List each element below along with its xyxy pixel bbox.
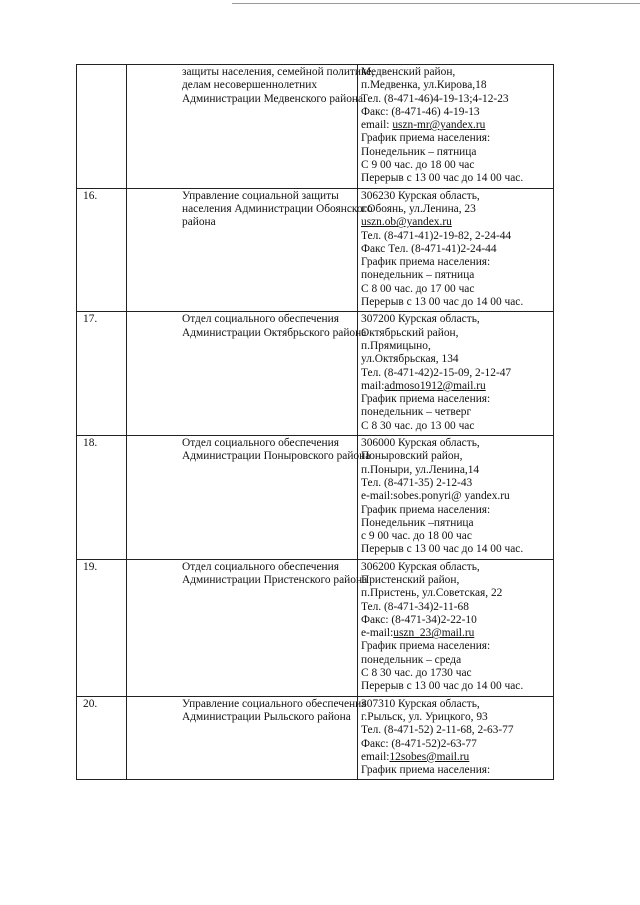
contact-line: Факс: (8-471-52)2-63-77 [361,737,477,750]
row-number [77,65,127,189]
organization-cell [127,312,367,436]
organization-cell [127,188,373,312]
organization-name-line: Администрации Поныровского района [182,450,371,463]
contact-line: График приема населения: [361,503,491,516]
contact-line [361,627,553,640]
email-prefix: e-mail: [361,627,394,640]
contact-line: Октябрьский район, [361,326,459,339]
contact-cell [358,696,554,780]
organization-name-line: Администрации Рыльского района [182,710,351,723]
contact-line: Понедельник – пятница [361,145,477,158]
contact-line: График приема населения: [361,640,491,653]
organization-name-line: населения Администрации Обоянского [182,202,373,215]
contact-line: Факс: (8-471-34)2-22-10 [361,613,477,626]
contact-line: Перерыв с 13 00 час до 14 00 час. [361,543,524,556]
contact-line: Медвенский район, [361,66,456,78]
contact-line: Перерыв с 13 00 час до 14 00 час. [361,172,524,185]
contact-line: Пристенский район, [361,573,460,586]
contact-line: Перерыв с 13 00 час до 14 00 час. [361,296,524,309]
contact-line: e-mail:sobes.ponyri@ yandex.ru [361,490,510,503]
contact-line: п.Пристень, ул.Советская, 22 [361,587,503,600]
contact-line: Тел. (8-471-34)2-11-68 [361,600,469,613]
contact-line: 307310 Курская область, [361,697,480,710]
organization-name-line: Управление социального обеспечения [182,697,367,710]
contact-cell [358,188,554,312]
contact-cell [358,312,554,436]
table-row [77,188,554,312]
table-row [77,696,554,780]
contact-line: 306000 Курская область, [361,437,480,450]
organization-name-line: Отдел социального обеспечения [182,437,339,450]
email-link[interactable]: 12sobes@mail.ru [389,750,470,763]
contact-line: Поныровский район, [361,450,463,463]
top-rule [232,3,640,4]
contact-line: С 9 00 час. до 18 00 час [361,159,475,172]
organization-name-line: Отдел социального обеспечения [182,560,339,573]
organization-name-line: Администрации Пристенского района [182,573,368,586]
organization-name-line: Администрации Медвенского района [182,92,364,105]
contact-line [361,119,553,132]
contact-line: График приема населения: [361,764,491,777]
contact-line: п.Поныри, ул.Ленина,14 [361,463,480,476]
contact-line: понедельник – среда [361,653,462,666]
row-number: 17. [77,312,127,436]
organization-name-line: защиты населения, семейной политике, [182,66,375,78]
contact-line: г.Обоянь, ул.Ленина, 23 [361,202,476,215]
contact-line: п.Прямицыно, [361,339,431,352]
contact-line: Тел. (8-471-42)2-15-09, 2-12-47 [361,366,512,379]
row-number: 20. [77,696,127,780]
contact-line [361,216,553,229]
contact-line: С 8 30 час. до 13 00 час [361,419,475,432]
email-prefix: mail: [361,379,385,392]
organization-cell [127,65,375,189]
contact-line: 307200 Курская область, [361,313,480,326]
email-prefix: email: [361,119,393,132]
contact-line: Тел. (8-471-46)4-19-13;4-12-23 [361,92,509,105]
email-link[interactable]: uszn-mr@yandex.ru [392,119,486,132]
organization-name-line: делам несовершеннолетних [182,79,318,92]
contact-cell [358,436,554,560]
contact-line: 306200 Курская область, [361,560,480,573]
contact-line: График приема населения: [361,256,491,269]
table-row [77,312,554,436]
contact-line [361,380,553,393]
contact-line: Тел. (8-471-35) 2-12-43 [361,476,473,489]
organization-name-line: Администрации Октябрьского района [182,326,367,339]
contact-line: понедельник – пятница [361,269,475,282]
contact-cell [358,559,554,696]
organization-name-line: района [182,216,216,229]
row-number: 18. [77,436,127,560]
organization-name-line: Отдел социального обеспечения [182,313,339,326]
organization-cell [127,436,371,560]
table-body [77,65,554,780]
contact-line: п.Медвенка, ул.Кирова,18 [361,79,487,92]
contact-line: Перерыв с 13 00 час до 14 00 час. [361,680,524,693]
contact-line: с 9 00 час. до 18 00 час [361,530,472,543]
organization-cell [127,559,368,696]
contact-line: График приема населения: [361,132,491,145]
contact-line: Тел. (8-471-52) 2-11-68, 2-63-77 [361,724,514,737]
contact-line: С 8 00 час. до 17 00 час [361,282,475,295]
contact-line: ул.Октябрьская, 134 [361,353,459,366]
contact-line: г.Рыльск, ул. Урицкого, 93 [361,710,488,723]
contact-line: понедельник – четверг [361,406,472,419]
row-number: 19. [77,559,127,696]
table-row [77,559,554,696]
contact-line: Факс Тел. (8-471-41)2-24-44 [361,242,497,255]
table-row [77,436,554,560]
contacts-table [76,64,554,780]
organization-name-line: Управление социальной защиты [182,189,339,202]
row-number: 16. [77,188,127,312]
contact-line: Факс: (8-471-46) 4-19-13 [361,105,480,118]
contact-line: Тел. (8-471-41)2-19-82, 2-24-44 [361,229,512,242]
email-link[interactable]: admoso1912@mail.ru [384,379,486,392]
email-link[interactable]: uszn.ob@yandex.ru [361,216,452,229]
table-row [77,65,554,189]
email-prefix: email: [361,750,390,763]
contact-line: 306230 Курская область, [361,189,480,202]
contact-cell [358,65,554,189]
email-link[interactable]: uszn_23@mail.ru [393,627,475,640]
contact-line: Понедельник –пятница [361,516,474,529]
contact-line: График приема населения: [361,393,491,406]
organization-cell [127,696,367,780]
contact-line: С 8 30 час. до 1730 час [361,667,472,680]
contact-line [361,751,553,764]
